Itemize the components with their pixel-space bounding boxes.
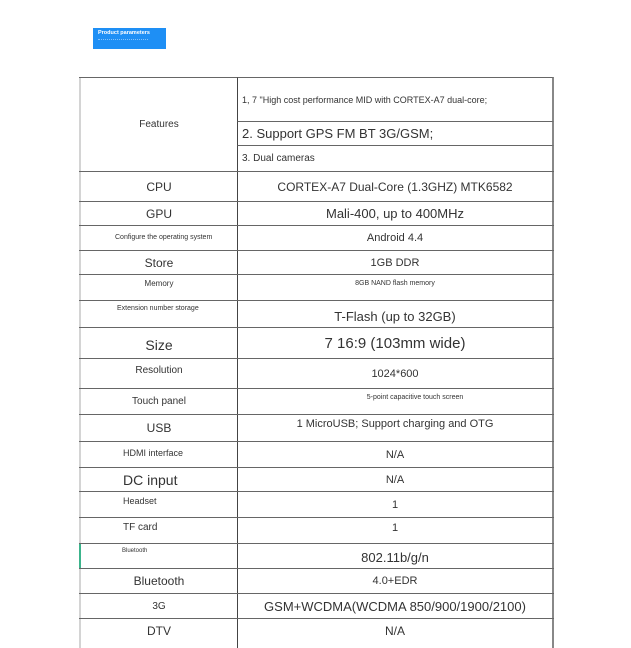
row-value: 1 [237, 518, 554, 543]
row-label: Extension number storage [79, 301, 237, 327]
row-label: 3G [79, 594, 237, 618]
table-row-extension-storage [79, 300, 554, 327]
row-value: Mali-400, up to 400MHz [237, 202, 554, 225]
row-value: 4.0+EDR [237, 569, 554, 593]
row-value: Android 4.4 [237, 226, 554, 250]
table-row-os [79, 225, 554, 250]
table-row-resolution [79, 358, 554, 388]
table-row-bluetooth-wifi [79, 543, 554, 568]
table-row-hdmi [79, 441, 554, 467]
row-value: T-Flash (up to 32GB) [237, 301, 554, 327]
feature-text: 1, 7 "High cost performance MID with CORTEX-A7 dual-core; [242, 94, 488, 105]
row-value: CORTEX-A7 Dual-Core (1.3GHZ) MTK6582 [237, 172, 554, 201]
table-row-bluetooth [79, 568, 554, 593]
row-value: N/A [237, 442, 554, 467]
feature-item-3 [237, 145, 554, 171]
row-label: DC input [79, 468, 237, 491]
table-row-gpu [79, 201, 554, 225]
row-label: Resolution [79, 359, 237, 388]
table-row-dc-input [79, 467, 554, 491]
row-value: 802.11b/g/n [237, 544, 554, 568]
feature-text: 2. Support GPS FM BT 3G/GSM; [242, 126, 434, 141]
row-label: Store [79, 251, 237, 274]
row-label: Size [79, 328, 237, 358]
row-value: 7 16:9 (103mm wide) [237, 328, 554, 358]
table-row-usb [79, 414, 554, 441]
row-label: Configure the operating system [79, 226, 237, 250]
feature-item-1 [237, 77, 554, 121]
table-row-tf-card [79, 517, 554, 543]
row-value: 1GB DDR [237, 251, 554, 274]
badge-subtitle-line [98, 39, 148, 44]
table-row-cpu [79, 171, 554, 201]
row-value: 8GB NAND flash memory [237, 275, 554, 300]
row-value: 1 [237, 492, 554, 517]
row-label: USB [79, 415, 237, 441]
feature-text: 3. Dual cameras [242, 153, 315, 164]
row-label: GPU [79, 202, 237, 225]
table-row-dtv [79, 618, 554, 648]
row-value: GSM+WCDMA(WCDMA 850/900/1900/2100) [237, 594, 554, 618]
row-label: Headset [79, 492, 237, 517]
table-row-memory [79, 274, 554, 300]
product-parameters-badge [93, 28, 166, 49]
feature-item-2 [237, 121, 554, 145]
row-value: 5-point capacitive touch screen [237, 389, 554, 414]
row-label: Bluetooth [79, 569, 237, 593]
row-label: CPU [79, 172, 237, 201]
row-label: Features [79, 78, 237, 171]
row-label: Touch panel [79, 389, 237, 414]
row-value: 1 MicroUSB; Support charging and OTG [237, 415, 554, 441]
row-label: Memory [79, 275, 237, 300]
row-label: DTV [79, 619, 237, 648]
table-row-3g [79, 593, 554, 618]
row-value: N/A [237, 619, 554, 648]
badge-label: Product parameters [98, 30, 150, 36]
row-label: HDMI interface [79, 442, 237, 467]
table-row-store [79, 250, 554, 274]
row-value: N/A [237, 468, 554, 491]
table-row-headset [79, 491, 554, 517]
row-value: 1024*600 [237, 359, 554, 388]
table-row-size [79, 327, 554, 358]
table-row-touch-panel [79, 388, 554, 414]
row-label: TF card [79, 518, 237, 543]
row-label: Bluetooth [79, 544, 237, 568]
